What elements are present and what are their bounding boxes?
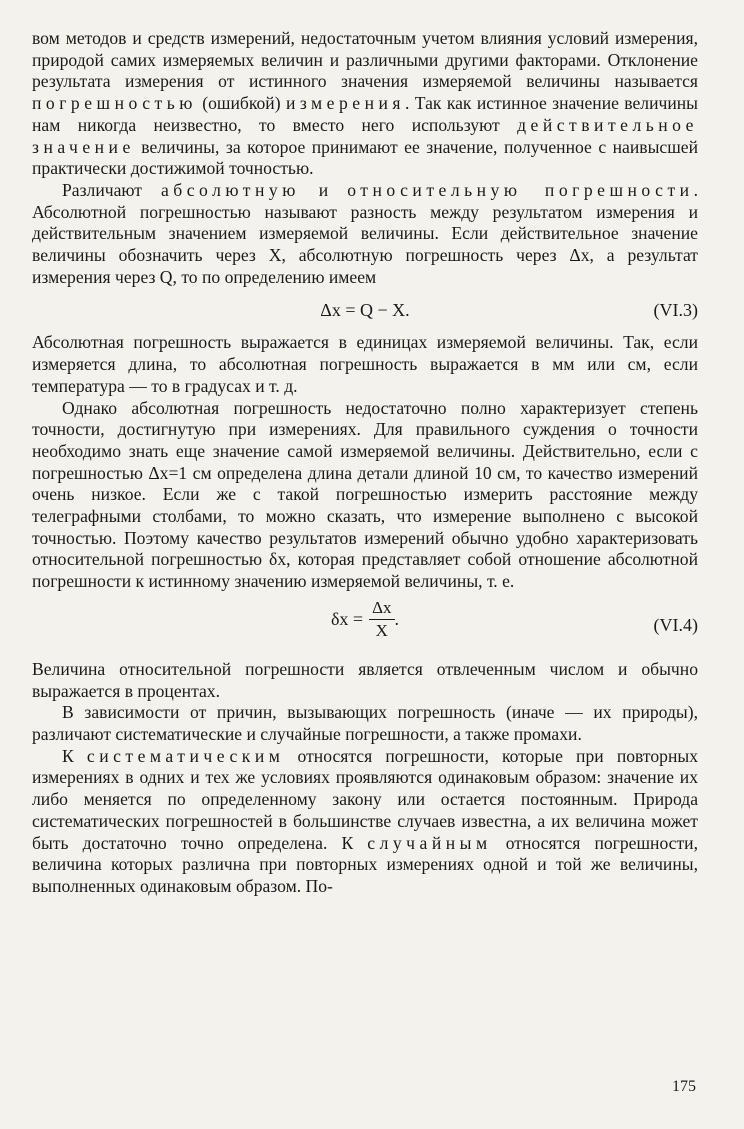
formula-vi-3 — [32, 288, 698, 332]
paragraph-3: Абсолютная погрешность выражается в единицах измеряемой величины. Так, если измеряется длина, то абсолютная погрешность выражается в мм или см, если температура — то в градусах и т. д. — [32, 332, 698, 396]
formula-vi-4 — [32, 593, 698, 659]
formula-vi-3-expression: Δx = Q − X. — [320, 300, 410, 321]
paragraph-6: В зависимости от причин, вызывающих погрешность (иначе — их природы), различают систематические и случайные погрешности, а также промахи. — [32, 702, 698, 744]
paragraph-2: Различают абсолютную и относительную погрешности. Абсолютной погрешностью называют разность между результатом измерения и действительным значением измеряемой величины. Если действительное значение величины обозначить через X, абсолютную погрешность через Δx, а результат измерения через Q, то по определению имеем — [32, 179, 698, 287]
paragraph-7: К систематическим относятся погрешности, которые при повторных измерениях в одних и тех же условиях проявляются одинаковым образом: значение их либо меняется по определенному закону или остается постоянным. Природа систематических погрешностей в большинстве случаев известна, а их величина может быть достаточно точно определена. К случайным относятся погрешности, величина которых различна при повторных измерениях одной и той же величины, выполненных одинаковым образом. По- — [32, 745, 698, 896]
formula-vi-4-expression — [32, 597, 698, 642]
fraction-denominator: X — [375, 620, 388, 640]
paragraph-1: вом методов и средств измерений, недостаточным учетом влияния условий измерения, природой самих измеряемых величин и различными другими факторами. Отклонение результата измерения от истинного значения измеряемой величины называется погрешностью (ошибкой) измерения. Так как истинное значение величины нам никогда неизвестно, то вместо него используют действительное значение величины, за которое принимают ее значение, полученное с наивысшей практически достижимой точностью. — [32, 28, 699, 179]
term-pogreshnost: погрешностью — [32, 93, 197, 114]
paragraph-5: Величина относительной погрешности является отвлеченным числом и обычно выражается в процентах. — [32, 658, 698, 701]
fraction-numerator: Δx — [369, 597, 394, 620]
formula-vi-4-lhs: δx = — [330, 609, 364, 630]
term-sluchaynym: случайным — [367, 832, 492, 853]
page-number: 175 — [672, 1078, 696, 1095]
term-deystvitelnoe: действительное значение — [32, 114, 698, 157]
term-otnositelnuyu: относительную погрешности — [347, 179, 694, 200]
term-izmereniya: измерения — [285, 93, 406, 114]
term-sistematicheskim: систематическим — [86, 745, 285, 766]
formula-vi-4-fraction — [369, 597, 394, 642]
formula-vi-4-tail: . — [394, 609, 400, 630]
paragraph-4: Однако абсолютная погрешность недостаточно полно характеризует степень точности, достигнутую при измерениях. Для правильного суждения о точности необходимо знать еще значение самой измеряемой величины. Действительно, если с погрешностью Δx=1 см определена длина детали длиной 10 см, то качество измерений очень низкое. Если же с такой погрешностью измерить расстояние между телеграфными столбами, то можно сказать, что измерение выполнено с высокой точностью. Поэтому качество результатов измерений обычно удобно характеризовать относительной погрешностью δx, которая представляет собой отношение абсолютной погрешности к истинному значению измеряемой величины, т. е. — [32, 397, 698, 592]
formula-vi-4-number: (VI.4) — [653, 614, 698, 635]
formula-vi-3-number: (VI.3) — [653, 300, 698, 321]
term-absolyutnuyu: абсолютную — [160, 179, 300, 200]
